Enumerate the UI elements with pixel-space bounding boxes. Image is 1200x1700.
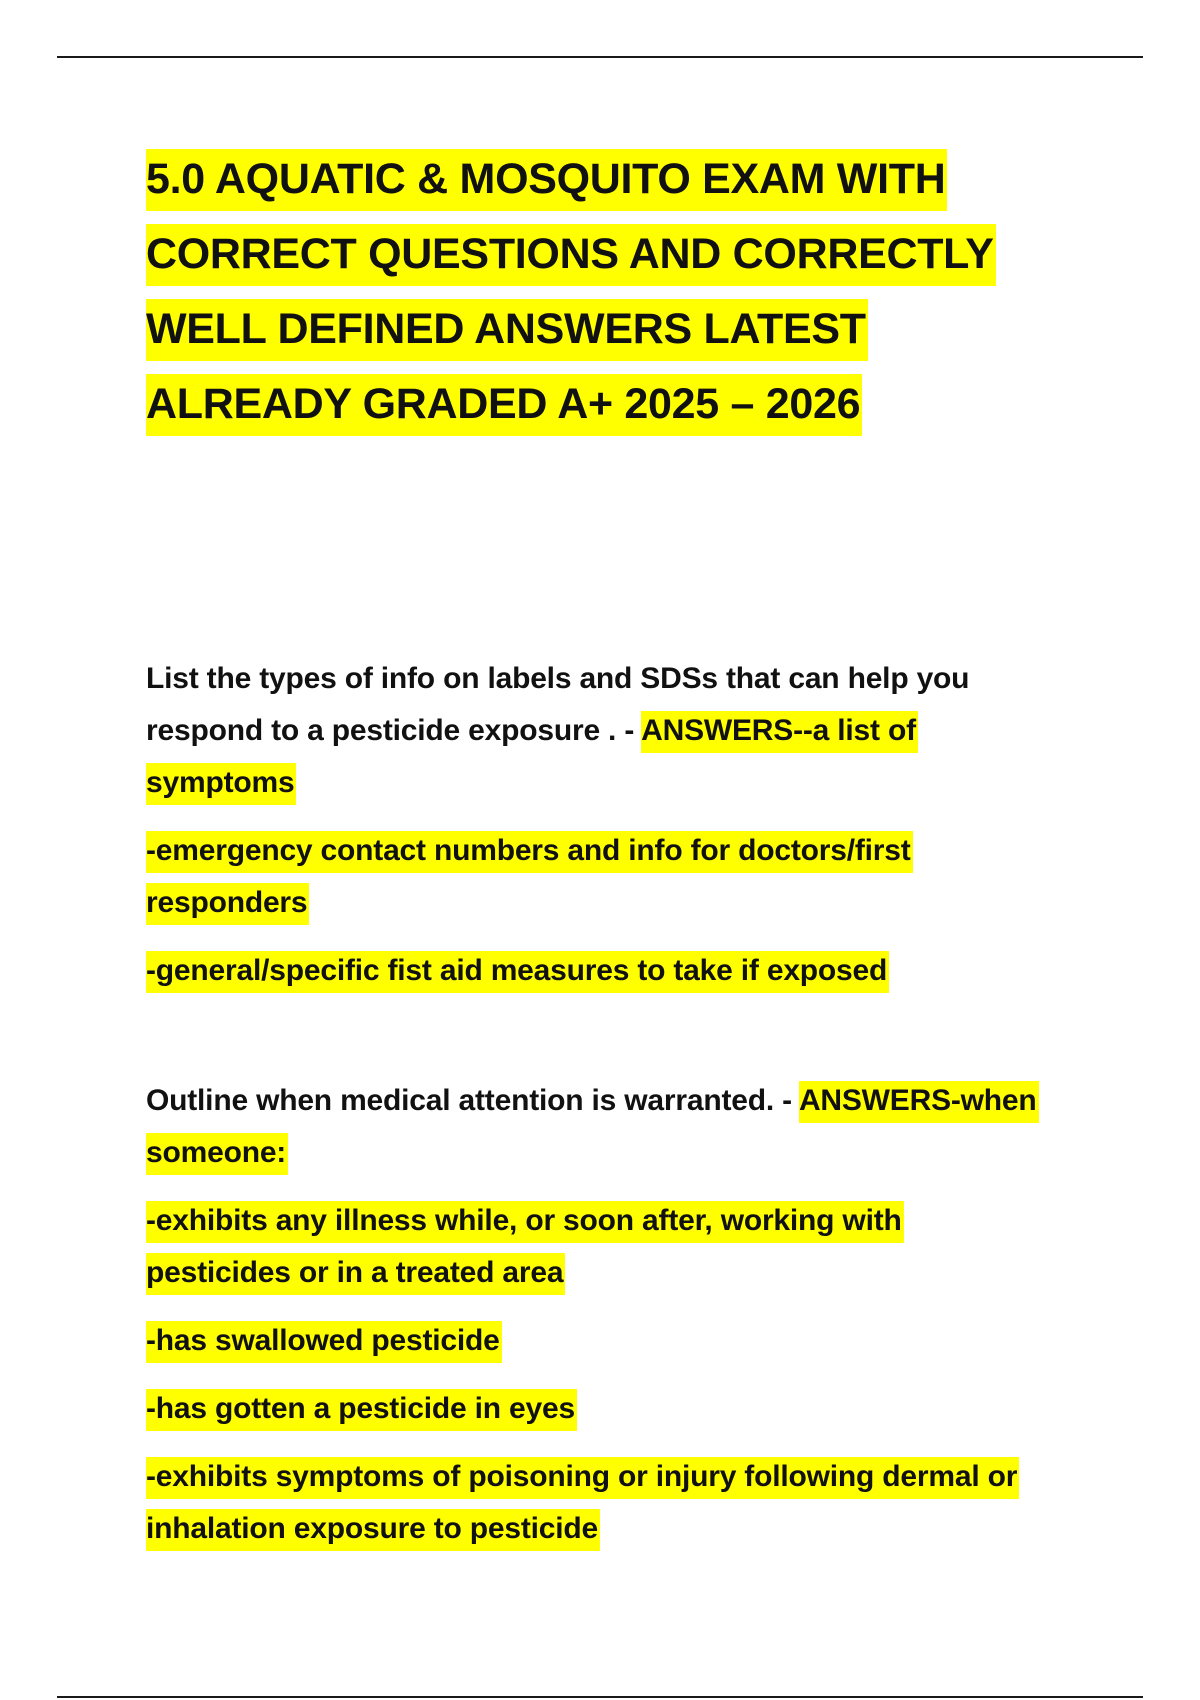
answer-2-item-4 [146,1451,1046,1555]
document-title [146,142,1046,442]
bottom-rule [57,1696,1143,1698]
qa-block-1 [146,653,1046,997]
answer-2-item-3 [146,1383,1046,1435]
answer-item-text: -exhibits symptoms of poisoning or injury following dermal or inhalation exposure to pesticide [146,1457,1019,1551]
title-highlight: 5.0 AQUATIC & MOSQUITO EXAM WITH CORRECT QUESTIONS AND CORRECTLY WELL DEFINED ANSWERS LATEST ALREADY GRADED A+ 2025 – 2026 [146,149,996,436]
answer-1-item-1 [146,825,1046,929]
question-1 [146,653,1046,809]
document-body [146,142,1046,1555]
question-2-text: Outline when medical attention is warranted. - [146,1084,799,1117]
answer-item-text: -has gotten a pesticide in eyes [146,1389,577,1431]
answer-item-text: -general/specific fist aid measures to take if exposed [146,951,889,993]
answer-1-item-2 [146,945,1046,997]
answer-item-text: -exhibits any illness while, or soon after, working with pesticides or in a treated area [146,1201,904,1295]
question-2 [146,1075,1046,1179]
answer-1-lead: ANSWERS--a list of symptoms [146,711,918,805]
answer-2-item-2 [146,1315,1046,1367]
answer-2-lead: ANSWERS-when someone: [146,1081,1039,1175]
answer-item-text: -emergency contact numbers and info for doctors/first responders [146,831,913,925]
question-1-text: List the types of info on labels and SDSs that can help you respond to a pesticide exposure . - [146,662,970,747]
answer-2-item-1 [146,1195,1046,1299]
qa-block-2 [146,1075,1046,1555]
top-rule [57,56,1143,58]
answer-item-text: -has swallowed pesticide [146,1321,502,1363]
